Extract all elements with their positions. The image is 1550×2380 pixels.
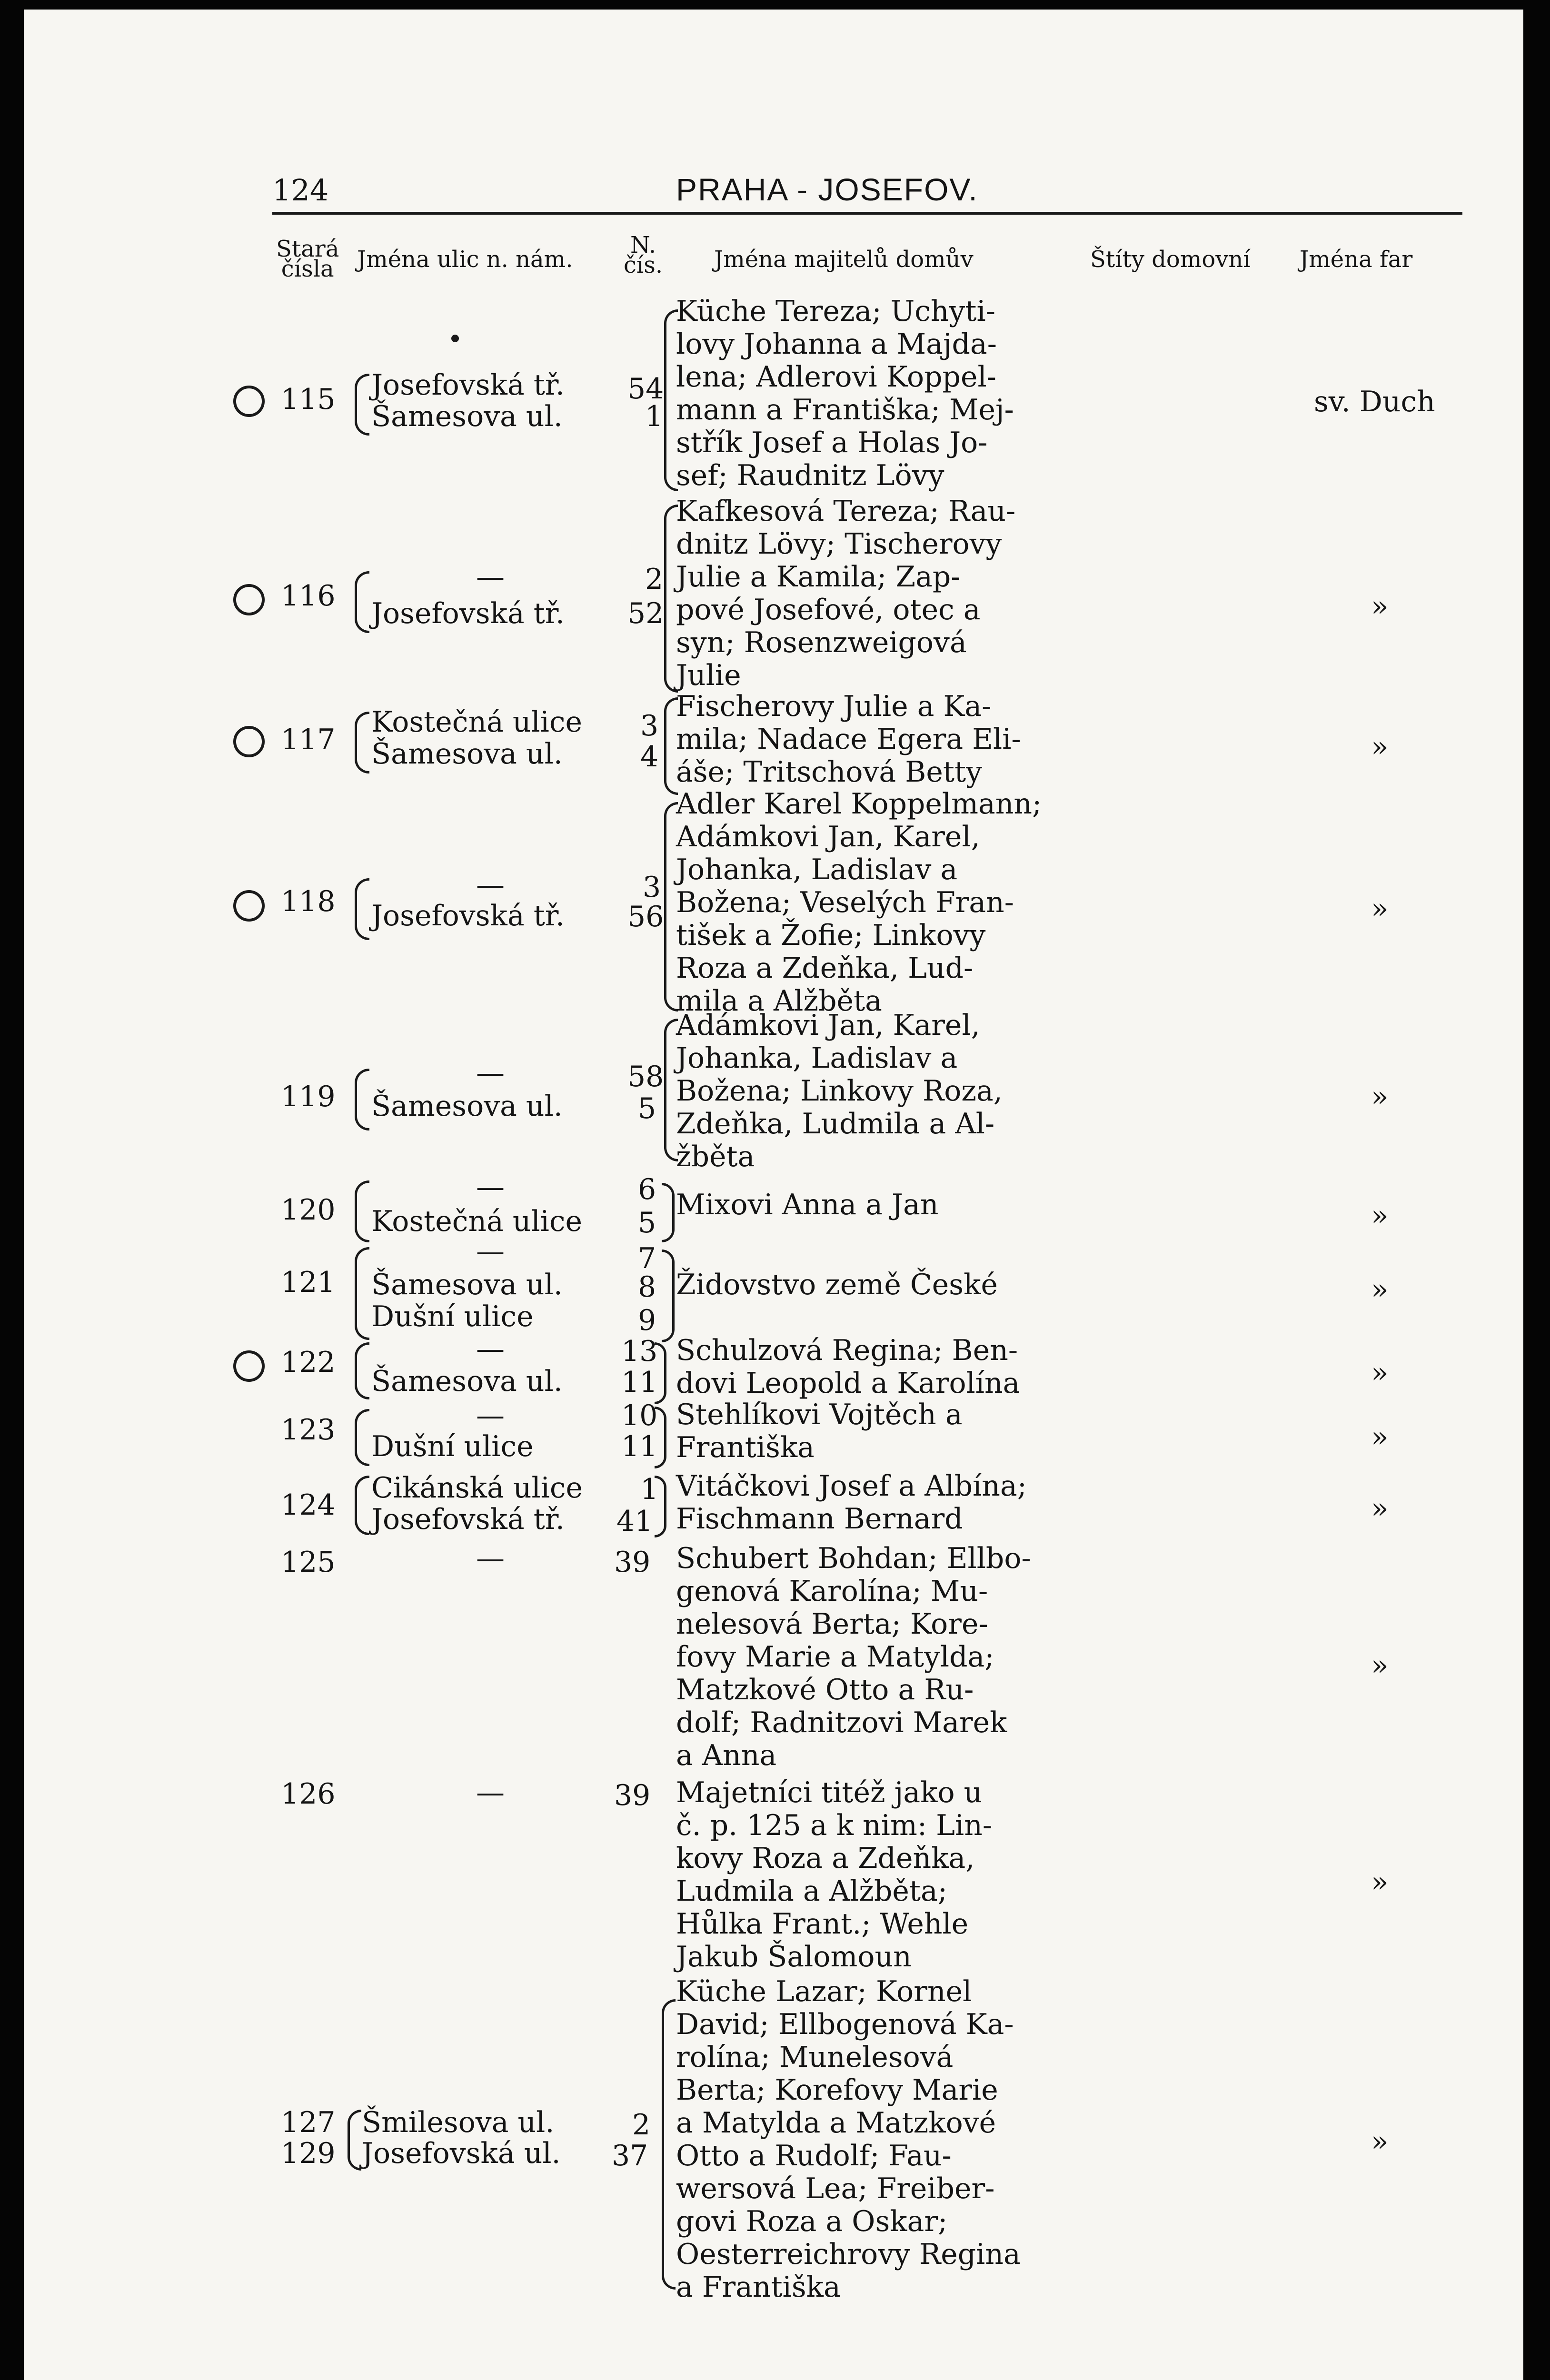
parish: »: [1371, 1080, 1389, 1113]
owner-line: Johanka, Ladislav a: [676, 1041, 958, 1075]
street-name: —: [476, 1056, 505, 1090]
col-street-names: Jména ulic n. nám.: [357, 246, 573, 273]
street-name: —: [476, 1542, 505, 1575]
parish: »: [1371, 1492, 1389, 1525]
new-number: 54: [627, 372, 664, 406]
old-number: 129: [281, 2137, 336, 2170]
street-name: —: [476, 560, 505, 594]
new-number: 7: [638, 1242, 656, 1275]
owner-line: nelesová Berta; Kore-: [676, 1607, 988, 1641]
old-number: 117: [281, 723, 336, 756]
col-owners: Jména majitelů domův: [714, 246, 974, 273]
owner-line: mila a Alžběta: [676, 984, 882, 1018]
old-number: 118: [281, 885, 336, 918]
owner-line: Majetníci titéž jako u: [676, 1776, 983, 1809]
owner-line: Otto a Rudolf; Fau-: [676, 2139, 952, 2172]
owner-list: [676, 1470, 1047, 1536]
street-brace: [355, 1409, 369, 1466]
owner-line: Fischmann Bernard: [676, 1502, 963, 1536]
owner-line: Stehlíkovi Vojtěch a: [676, 1398, 963, 1431]
street-name: Šamesova ul.: [371, 400, 563, 433]
parish: »: [1371, 892, 1389, 925]
new-number: 1: [645, 400, 664, 433]
owner-line: áše; Tritschová Betty: [676, 755, 982, 789]
owner-brace: [662, 1999, 676, 2290]
parish: sv. Duch: [1314, 385, 1435, 418]
owner-line: Schubert Bohdan; Ellbo-: [676, 1542, 1031, 1575]
owner-line: Küche Lazar; Kornel: [676, 1975, 972, 2008]
owner-line: Božena; Linkovy Roza,: [676, 1074, 1003, 1108]
owner-line: Zdeňka, Ludmila a Al-: [676, 1107, 995, 1140]
owner-list: [676, 690, 1047, 789]
street-name: Šamesova ul.: [371, 737, 563, 771]
circle-mark: [233, 890, 265, 922]
street-brace: [355, 878, 369, 940]
owner-line: Julie a Kamila; Zap-: [676, 560, 961, 594]
owner-brace: [655, 1407, 666, 1468]
col-old-numbers: Stará čísla: [276, 236, 339, 282]
old-number: 125: [281, 1546, 336, 1579]
new-number: 3: [640, 709, 659, 743]
new-number: 3: [643, 871, 661, 904]
owner-line: Ludmila a Alžběta;: [676, 1874, 947, 1908]
new-number: 10: [621, 1399, 658, 1432]
old-number: 120: [281, 1193, 336, 1227]
owner-list: [676, 1334, 1047, 1400]
street-brace: [355, 374, 369, 436]
page-number: 124: [272, 173, 329, 208]
owner-line: syn; Rosenzweigová: [676, 626, 967, 659]
street-name: Cikánská ulice: [371, 1471, 583, 1505]
owner-line: Julie: [676, 659, 741, 692]
street-brace: [355, 1476, 369, 1535]
page-title: PRAHA - JOSEFOV.: [676, 172, 978, 207]
owner-line: David; Ellbogenová Ka-: [676, 2008, 1014, 2041]
circle-mark: [233, 1350, 265, 1382]
owner-line: Schulzová Regina; Ben-: [676, 1334, 1018, 1367]
owner-line: dovi Leopold a Karolína: [676, 1367, 1020, 1400]
street-name: —: [476, 1332, 505, 1366]
owner-line: govi Roza a Oskar;: [676, 2205, 948, 2238]
owner-line: č. p. 125 a k nim: Lin-: [676, 1809, 993, 1842]
owner-line: Fischerovy Julie a Ka-: [676, 690, 992, 723]
owner-line: Johanka, Ladislav a: [676, 853, 958, 886]
circle-mark: [233, 726, 265, 757]
circle-mark: [233, 584, 265, 615]
parish: »: [1371, 1356, 1389, 1389]
col-house-signs: Štíty domovní: [1090, 246, 1251, 273]
old-number: 121: [281, 1266, 336, 1299]
street-name: —: [476, 1399, 505, 1432]
owner-line: Berta; Korefovy Marie: [676, 2073, 998, 2107]
owner-line: pové Josefové, otec a: [676, 593, 981, 626]
owner-line: Jakub Šalomoun: [676, 1940, 912, 1973]
old-number: 115: [281, 383, 336, 416]
new-number: 13: [621, 1335, 658, 1368]
owner-line: Adámkovi Jan, Karel,: [676, 1009, 980, 1042]
new-number: 5: [638, 1092, 656, 1125]
new-number: 39: [614, 1546, 651, 1579]
street-brace: [355, 1247, 369, 1340]
parish: »: [1371, 1199, 1389, 1232]
street-name: —: [476, 1776, 505, 1809]
new-number: 52: [627, 597, 664, 630]
owner-line: Matzkové Otto a Ru-: [676, 1673, 974, 1706]
circle-mark: [233, 386, 265, 417]
street-brace: [355, 712, 369, 774]
street-brace: [348, 2110, 361, 2171]
owner-line: kovy Roza a Zdeňka,: [676, 1842, 975, 1875]
new-number: 9: [638, 1304, 656, 1337]
col-new-numbers: N. čís.: [624, 232, 663, 278]
owner-line: Mixovi Anna a Jan: [676, 1188, 939, 1221]
owner-list: [676, 1009, 1047, 1173]
street-name: Kostečná ulice: [371, 705, 582, 739]
new-number: 2: [645, 563, 664, 596]
new-number: 37: [612, 2139, 648, 2172]
owner-line: Kafkesová Tereza; Rau-: [676, 495, 1016, 528]
owner-line: a Františka: [676, 2271, 841, 2304]
owner-brace: [655, 1476, 666, 1537]
owner-line: tišek a Žofie; Linkovy: [676, 919, 986, 952]
street-name: —: [476, 1170, 505, 1204]
owner-brace: [655, 1342, 666, 1404]
new-number: 11: [621, 1366, 658, 1399]
street-name: —: [476, 1235, 505, 1268]
new-number: 56: [627, 900, 664, 933]
new-number: 1: [640, 1473, 659, 1506]
street-name: Šmilesova ul.: [362, 2106, 555, 2139]
street-brace: [355, 1180, 369, 1242]
owner-line: žběta: [676, 1140, 755, 1173]
owner-line: Adler Karel Koppelmann;: [676, 787, 1042, 821]
owner-line: sef; Raudnitz Lövy: [676, 459, 944, 492]
old-number: 126: [281, 1777, 336, 1811]
parish: »: [1371, 730, 1389, 764]
parish: »: [1371, 2125, 1389, 2158]
owner-line: Adámkovi Jan, Karel,: [676, 820, 980, 853]
owner-line: lovy Johanna a Majda-: [676, 327, 997, 361]
new-number: 58: [627, 1060, 664, 1093]
owner-line: a Matylda a Matzkové: [676, 2106, 996, 2140]
owner-list: [676, 1189, 1047, 1221]
owner-line: wersová Lea; Freiber-: [676, 2172, 995, 2205]
owner-list: [676, 788, 1047, 1018]
new-number: 11: [621, 1430, 658, 1463]
street-name: Josefovská tř.: [371, 368, 565, 402]
parish: »: [1371, 590, 1389, 623]
street-brace: [355, 1069, 369, 1130]
owner-line: Roza a Zdeňka, Lud-: [676, 952, 974, 985]
owner-line: Küche Tereza; Uchyti-: [676, 295, 995, 328]
street-name: Josefovská ul.: [362, 2137, 561, 2170]
owner-list: [676, 295, 1047, 492]
owner-list: [676, 1776, 1047, 1973]
owner-list: [676, 1975, 1047, 2304]
new-number: 2: [632, 2108, 651, 2142]
street-name: —: [476, 868, 505, 902]
new-number: 4: [640, 740, 659, 774]
owner-line: Židovstvo země České: [676, 1268, 998, 1301]
street-name: Šamesova ul.: [371, 1090, 563, 1123]
owner-line: fovy Marie a Matylda;: [676, 1640, 994, 1674]
dot-mark: [451, 335, 459, 342]
owner-line: mann a Františka; Mej-: [676, 393, 1014, 426]
owner-line: Hůlka Frant.; Wehle: [676, 1907, 969, 1941]
old-number: 116: [281, 579, 336, 613]
owner-brace: [662, 1250, 675, 1342]
new-number: 8: [638, 1270, 656, 1304]
new-number: 5: [638, 1206, 656, 1240]
owner-line: dolf; Radnitzovi Marek: [676, 1706, 1007, 1739]
new-number: 6: [638, 1173, 656, 1206]
street-name: Josefovská tř.: [371, 899, 565, 932]
owner-line: Františka: [676, 1431, 815, 1464]
owner-line: Božena; Veselých Fran-: [676, 886, 1014, 919]
book-page: [24, 10, 1523, 2380]
owner-line: Vitáčkovi Josef a Albína;: [676, 1469, 1027, 1503]
street-name: Dušní ulice: [371, 1430, 534, 1463]
parish: »: [1371, 1273, 1389, 1306]
old-number: 124: [281, 1488, 336, 1522]
old-number: 122: [281, 1346, 336, 1379]
owner-line: a Anna: [676, 1739, 777, 1772]
new-number: 39: [614, 1779, 651, 1812]
street-name: Kostečná ulice: [371, 1205, 582, 1238]
col-parishes: Jména far: [1300, 246, 1413, 273]
owner-list: [676, 495, 1047, 692]
old-number: 123: [281, 1413, 336, 1447]
owner-line: střík Josef a Holas Jo-: [676, 426, 988, 459]
street-name: Josefovská tř.: [371, 1503, 565, 1536]
header-rule: [272, 212, 1462, 215]
owner-line: mila; Nadace Egera Eli-: [676, 723, 1021, 756]
street-brace: [355, 1342, 369, 1399]
parish: »: [1371, 1865, 1389, 1899]
owner-line: Oesterreichrovy Regina: [676, 2238, 1021, 2271]
owner-list: [676, 1542, 1047, 1772]
parish: »: [1371, 1649, 1389, 1682]
owner-brace: [662, 1183, 675, 1242]
owner-line: rolína; Munelesová: [676, 2041, 954, 2074]
street-name: Josefovská tř.: [371, 597, 565, 630]
owner-line: dnitz Lövy; Tischerovy: [676, 527, 1002, 561]
street-name: Šamesova ul.: [371, 1268, 563, 1301]
owner-line: genová Karolína; Mu-: [676, 1575, 988, 1608]
new-number: 41: [616, 1505, 653, 1538]
owner-list: [676, 1269, 1047, 1301]
owner-list: [676, 1398, 1047, 1464]
owner-line: lena; Adlerovi Koppel-: [676, 360, 996, 394]
street-brace: [355, 571, 369, 633]
old-number: 127: [281, 2106, 336, 2139]
street-name: Šamesova ul.: [371, 1365, 563, 1398]
street-name: Dušní ulice: [371, 1300, 534, 1333]
parish: »: [1371, 1420, 1389, 1454]
old-number: 119: [281, 1080, 336, 1113]
